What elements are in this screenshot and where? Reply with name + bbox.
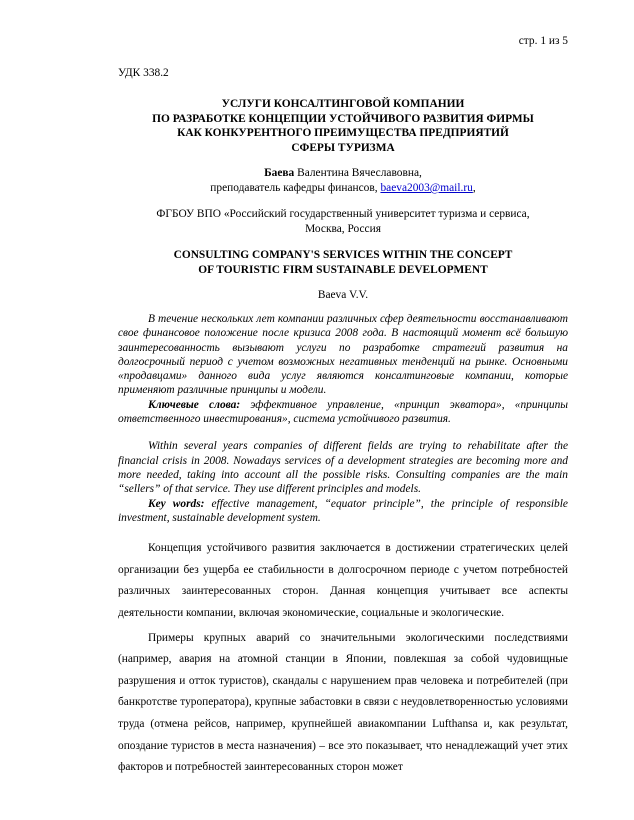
body-paragraph: Концепция устойчивого развития заключается в достижении стратегических целей организации без ущерба ее стабильности в долгосрочном периоде с учетом потребностей различных заинтересованных сторон. Данная концепция учитывает все аспекты деятельности компании, включая экономические, социальные и экологические.: [118, 542, 568, 619]
udk-code: УДК 338.2: [118, 67, 169, 79]
author-name-line: [118, 166, 568, 181]
keywords-en-text: effective management, “equator principle”, the principle of responsible investment, sustainable development system.: [118, 497, 568, 524]
abstract-block: [118, 312, 568, 525]
organization-line: ФГБОУ ВПО «Российский государственный университет туризма и сервиса,: [156, 208, 530, 220]
abstract-ru: В течение нескольких лет компании различных сфер деятельности восстанавливают свое финансовое положение после кризиса 2008 года. В настоящий момент всё большую заинтересованность вызывают услуги по разработке стратегий развития на долгосрочный период с учетом возможных негативных тенденций на рынке. Основными «продавцами» данного вида услуг являются консалтинговые компании, которые применяют различные принципы и модели.: [118, 313, 568, 397]
article-body: [118, 538, 568, 779]
keywords-en-label: Key words:: [148, 497, 205, 510]
title-en-line: CONSULTING COMPANY'S SERVICES WITHIN THE CONCEPT: [173, 249, 513, 261]
article-content: [118, 97, 568, 782]
author-email-link[interactable]: baeva2003@mail.ru: [380, 182, 473, 194]
page-number: стр. 1 из 5: [518, 35, 568, 47]
title-ru-line: ПО РАЗРАБОТКЕ КОНЦЕПЦИИ УСТОЙЧИВОГО РАЗВИТИЯ ФИРМЫ: [152, 112, 534, 125]
title-ru-line: СФЕРЫ ТУРИЗМА: [291, 141, 395, 154]
keywords-ru: [118, 398, 568, 427]
organization-line: Москва, Россия: [305, 223, 381, 235]
author-block: [118, 166, 568, 196]
title-en-line: OF TOURISTIC FIRM SUSTAINABLE DEVELOPMENT: [198, 263, 488, 276]
body-paragraph: Примеры крупных аварий со значительными экологическими последствиями (например, авария на атомной станции в Японии, повлекшая за собой чудовищные разрушения и отток туристов), скандалы с нарушением прав человека и потребителей (при банкротстве туроператора), крупные забастовки в связи с неудовлетворенностью условиями труда (отмена рейсов, например, крупнейшей авиакомпании Lufthansa и, как результат, опоздание туристов в места назначения) – все это показывает, что ненадлежащий учет этих факторов и потребностей заинтересованных сторон может: [118, 631, 568, 774]
title-en: [118, 248, 568, 277]
author-position: преподаватель кафедры финансов,: [210, 182, 381, 194]
title-ru-line: УСЛУГИ КОНСАЛТИНГОВОЙ КОМПАНИИ: [221, 98, 465, 110]
author-en: Baeva V.V.: [317, 289, 369, 301]
organization-block: [118, 207, 568, 237]
keywords-ru-text: эффективное управление, «принцип экватора», «принципы ответственного инвестирования», система устойчивого развития.: [118, 398, 569, 426]
title-ru: [118, 97, 568, 155]
author-surname: Баева: [264, 167, 295, 179]
email-suffix: ,: [472, 182, 476, 194]
keywords-ru-label: Ключевые слова:: [148, 398, 241, 411]
keywords-en: [118, 497, 568, 526]
title-ru-line: КАК КОНКУРЕНТНОГО ПРЕИМУЩЕСТВА ПРЕДПРИЯТИЙ: [177, 127, 509, 139]
author-position-line: [118, 181, 568, 196]
author-given-name: Валентина Вячеславовна,: [294, 167, 422, 179]
abstract-en: Within several years companies of different fields are trying to rehabilitate after the financial crisis in 2008. Nowadays services of a development strategies are becoming more and more needed, taking into account all the possible risks. Consulting companies are the main “sellers” of that service. They use different principles and models.: [118, 440, 568, 496]
